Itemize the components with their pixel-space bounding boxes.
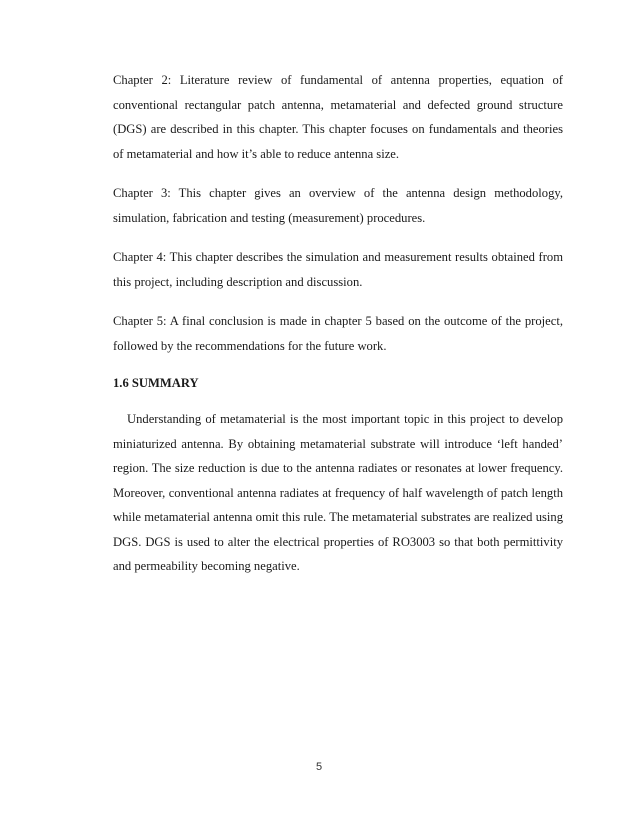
chapter-2-paragraph: Chapter 2: Literature review of fundamental of antenna properties, equation of conventional rectangular patch antenna, metamaterial and defected ground structure (DGS) are described in this chapter. This chapter focuses on fundamentals and theories of metamaterial and how it’s able to reduce antenna size. (113, 73, 563, 161)
summary-heading: 1.6 SUMMARY (113, 376, 199, 390)
chapter-5-paragraph: Chapter 5: A final conclusion is made in chapter 5 based on the outcome of the project, followed by the recommendations for the future work. (113, 314, 563, 353)
document-body (113, 68, 563, 594)
chapter-4-paragraph: Chapter 4: This chapter describes the simulation and measurement results obtained from this project, including description and discussion. (113, 250, 563, 289)
page-number: 5 (315, 761, 323, 773)
summary-paragraph: Understanding of metamaterial is the most important topic in this project to develop miniaturized antenna. By obtaining metamaterial substrate will introduce ‘left handed’ region. The size reduction is due to the antenna radiates or resonates at lower frequency. Moreover, conventional antenna radiates at frequency of half wavelength of patch length while metamaterial antenna omit this rule. The metamaterial substrates are realized using DGS. DGS is used to alter the electrical properties of RO3003 so that both permittivity and permeability becoming negative. (113, 412, 563, 573)
chapter-3-paragraph: Chapter 3: This chapter gives an overview of the antenna design methodology, simulation, fabrication and testing (measurement) procedures. (113, 186, 563, 225)
